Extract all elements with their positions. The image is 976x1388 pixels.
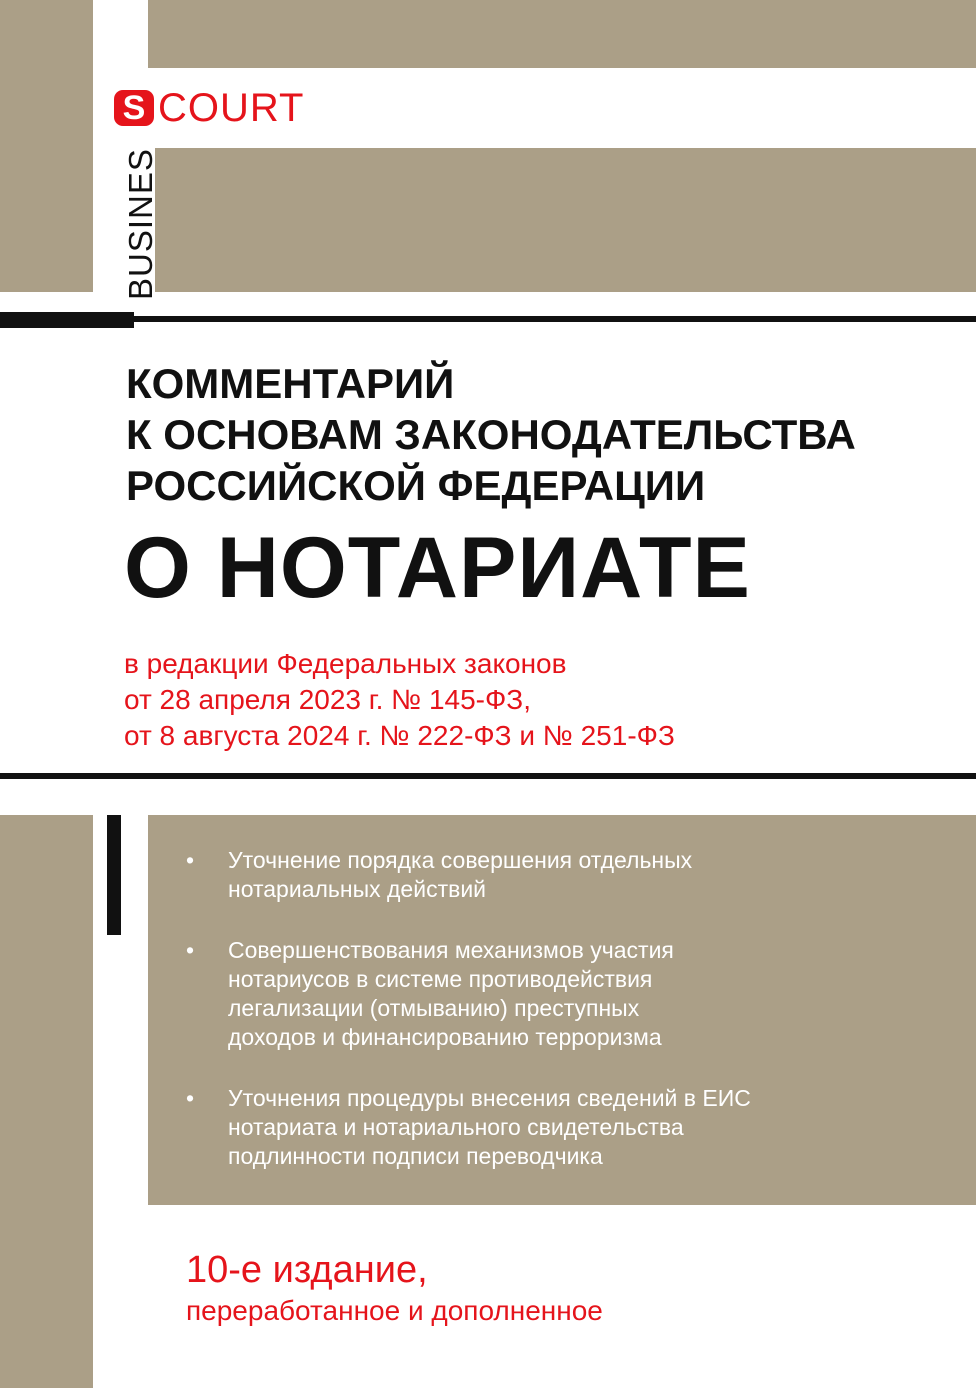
list-item	[180, 936, 900, 1052]
list-item-line: нотариальных действий	[228, 876, 487, 902]
main-title: О НОТАРИАТЕ	[124, 520, 751, 616]
left-edge-block-top	[0, 0, 93, 292]
edition-number: 10-е издание,	[186, 1249, 428, 1291]
title-line: КОММЕНТАРИЙ	[126, 360, 455, 407]
list-item-line: Совершенствования механизмов участия	[228, 937, 674, 963]
book-title	[126, 358, 966, 511]
title-line: РОССИЙСКОЙ ФЕДЕРАЦИИ	[126, 462, 706, 509]
edition-note-line: от 8 августа 2024 г. № 222-ФЗ и № 251-ФЗ	[124, 720, 675, 751]
bullet-icon: •	[186, 937, 195, 963]
list-item-line: нотариата и нотариального свидетельства	[228, 1114, 684, 1140]
bullet-icon: •	[186, 847, 195, 873]
edition-description: переработанное и дополненное	[186, 1295, 603, 1326]
list-item-line: легализации (отмыванию) преступных	[228, 995, 640, 1021]
list-item-line: доходов и финансированию терроризма	[228, 1024, 662, 1050]
list-item-line: подлинности подписи переводчика	[228, 1143, 603, 1169]
list-item	[180, 846, 900, 904]
top-right-block	[148, 0, 976, 68]
list-item-line: Уточнение порядка совершения отдельных	[228, 847, 693, 873]
publisher-logo-word: COURT	[158, 86, 305, 130]
bottom-rule	[0, 773, 976, 779]
list-item	[180, 1084, 900, 1171]
edition-note-line: в редакции Федеральных законов	[124, 648, 567, 679]
vertical-rule	[107, 815, 121, 935]
edition-note-line: от 28 апреля 2023 г. № 145-ФЗ,	[124, 684, 531, 715]
top-rule	[0, 316, 976, 322]
feature-list	[180, 846, 900, 1203]
publisher-logo-s: S	[114, 90, 154, 126]
title-line: К ОСНОВАМ ЗАКОНОДАТЕЛЬСТВА	[126, 411, 856, 458]
left-edge-block-bottom	[0, 815, 93, 1388]
edition-note	[124, 646, 675, 754]
middle-right-block	[155, 148, 976, 292]
bullet-icon: •	[186, 1085, 195, 1111]
list-item-line: Уточнения процедуры внесения сведений в ЕИС	[228, 1085, 751, 1111]
list-item-line: нотариусов в системе противодействия	[228, 966, 653, 992]
publisher-logo-vertical: BUSINES	[122, 148, 159, 300]
